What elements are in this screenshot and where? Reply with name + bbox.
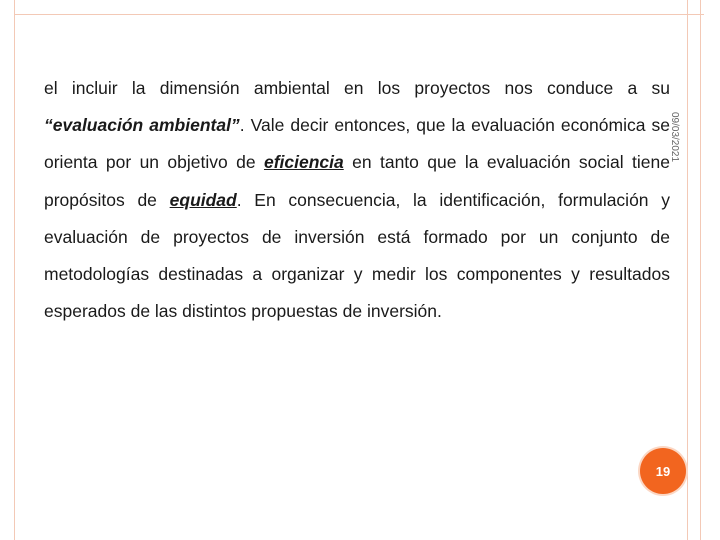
- right-border-line: [700, 0, 701, 540]
- page-number-badge: [640, 448, 686, 494]
- slide-paragraph: [44, 70, 670, 330]
- page-number: 19: [655, 463, 671, 479]
- text-equidad: equidad: [169, 189, 237, 210]
- text-part-3: . Vale decir entonces, que la evaluación económica se orienta por un objetivo de: [44, 115, 670, 173]
- slide-date: 09/03/2021: [669, 112, 680, 163]
- text-part-7: . En consecuencia, la identificación, formulación y evaluación de proyectos de inversión está formado por un conjunto de metodologías destinadas a organizar y medir los componentes y resultados esperados de las distintos propuestas de inversión.: [44, 189, 670, 322]
- text-eficiencia: eficiencia: [263, 152, 344, 173]
- text-part-5: en tanto que la evaluación social tiene propósitos de: [44, 152, 670, 210]
- top-border-line: [14, 14, 704, 15]
- text-part-1: el incluir la dimensión ambiental en los proyectos nos conduce a su: [44, 78, 670, 98]
- text-evaluacion-ambiental: “evaluación ambiental”: [44, 115, 240, 136]
